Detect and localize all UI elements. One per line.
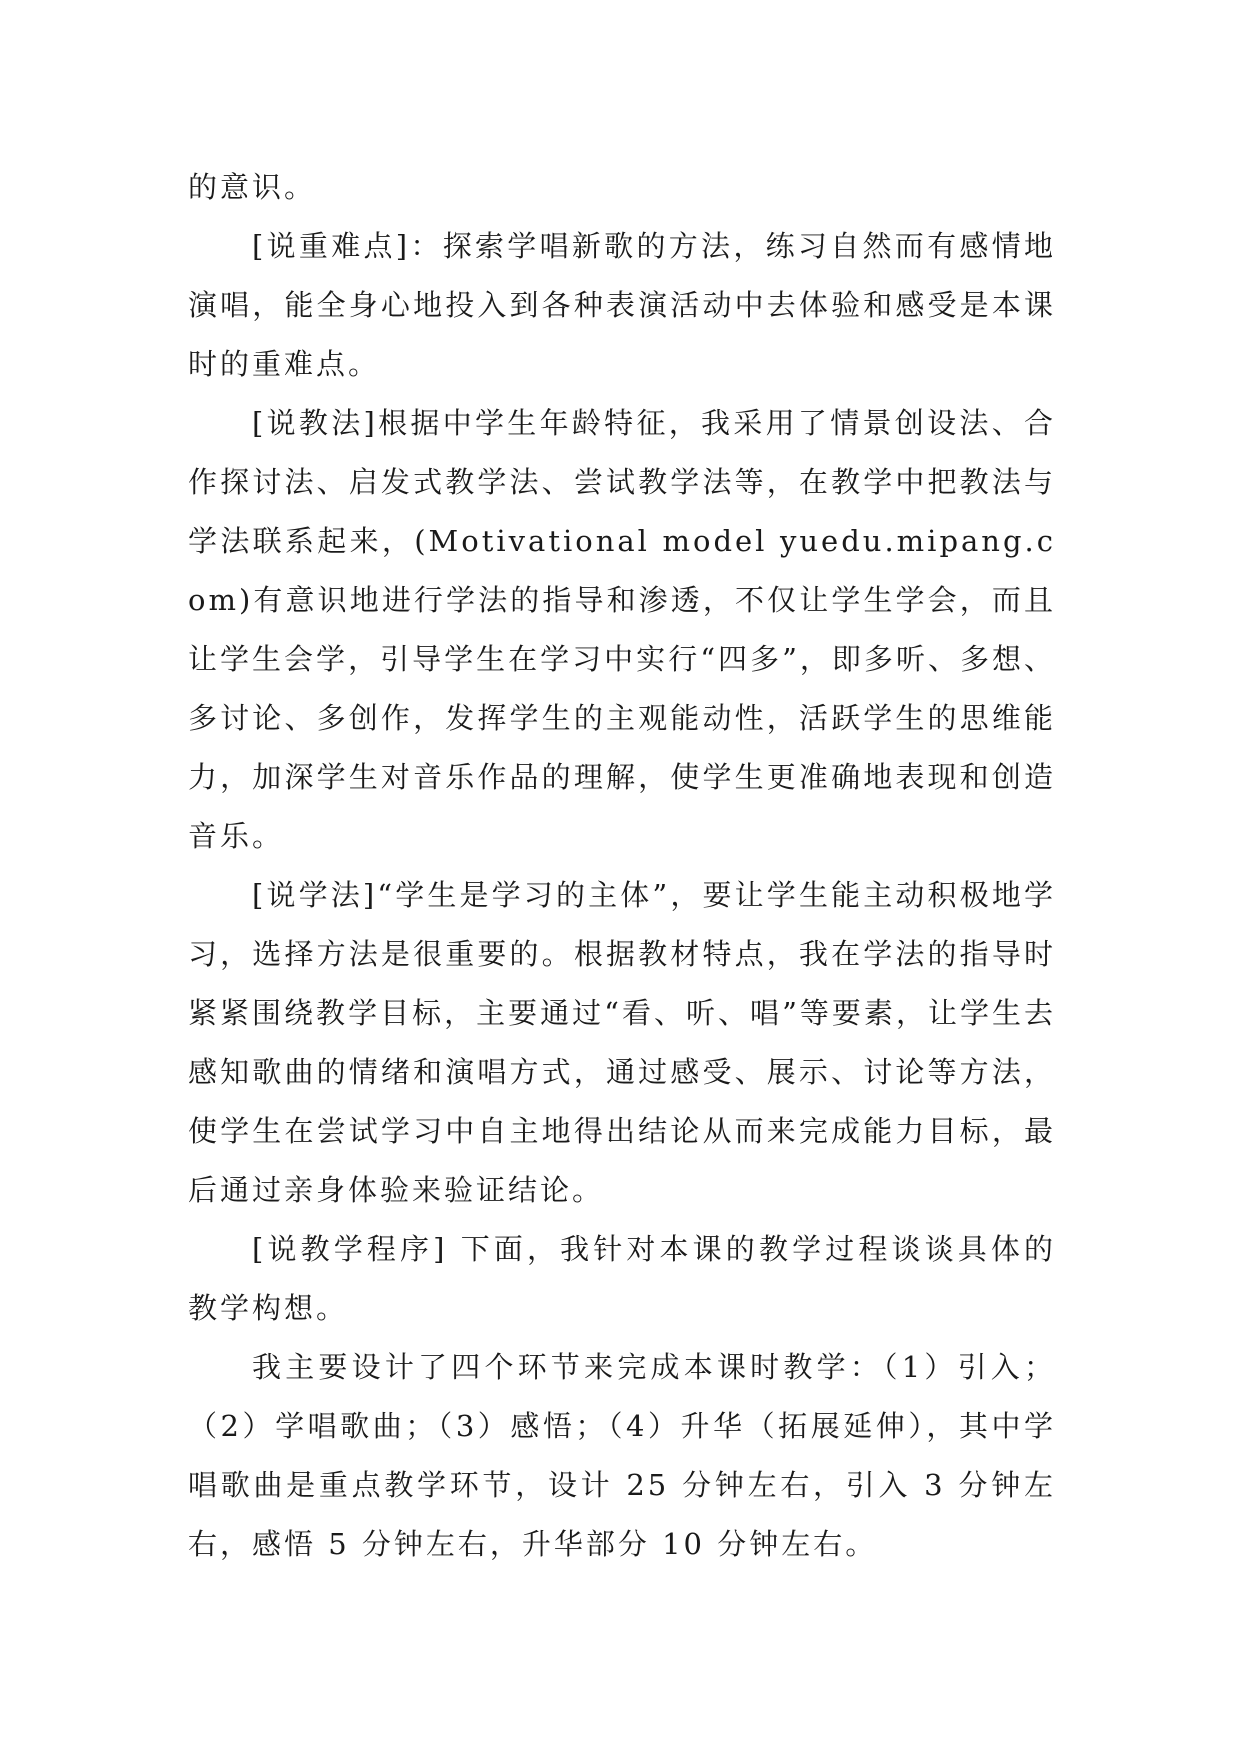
paragraph-key-difficulties: [说重难点]：探索学唱新歌的方法，练习自然而有感情地演唱，能全身心地投入到各种表演活动中去体验和感受是本课时的重难点。: [188, 229, 1056, 381]
paragraph-lesson-segments: 我主要设计了四个环节来完成本课时教学：（1）引入；（2）学唱歌曲；（3）感悟；（4）升华（拓展延伸），其中学唱歌曲是重点教学环节，设计 25 分钟左右，引入 3 分钟左右，感悟 5 分钟左右，升华部分 10 分钟左右。: [188, 1350, 1056, 1561]
paragraph-teaching-methods: [说教法]根据中学生年龄特征，我采用了情景创设法、合作探讨法、启发式教学法、尝试教学法等，在教学中把教法与学法联系起来，(Motivational model yuedu.mipang.com)有意识地进行学法的指导和渗透，不仅让学生学会，而且让学生会学，引导学生在学习中实行“四多”，即多听、多想、多讨论、多创作，发挥学生的主观能动性，活跃学生的思维能力，加深学生对音乐作品的理解，使学生更准确地表现和创造音乐。: [188, 406, 1056, 853]
paragraph-intro-fragment: 的意识。: [188, 170, 317, 204]
paragraph-teaching-procedure: [说教学程序] 下面，我针对本课的教学过程谈谈具体的教学构想。: [188, 1232, 1056, 1325]
paragraph-learning-methods: [说学法]“学生是学习的主体”，要让学生能主动积极地学习，选择方法是很重要的。根据教材特点，我在学法的指导时紧紧围绕教学目标，主要通过“看、听、唱”等要素，让学生去感知歌曲的情绪和演唱方式，通过感受、展示、讨论等方法，使学生在尝试学习中自主地得出结论从而来完成能力目标，最后通过亲身体验来验证结论。: [188, 878, 1056, 1207]
document-body: [188, 158, 1056, 1574]
